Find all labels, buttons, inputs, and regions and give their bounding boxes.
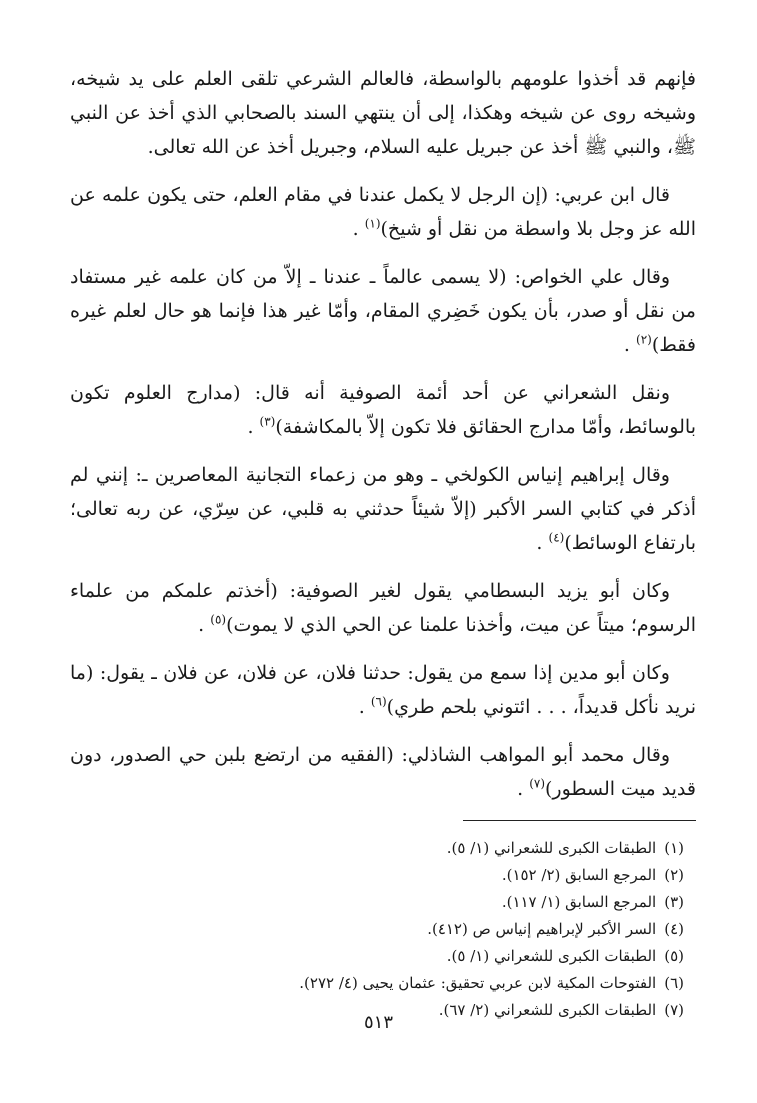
footnote-text: الفتوحات المكية لابن عربي تحقيق: عثمان يحيى (٤/ ٢٧٢). (299, 974, 657, 992)
footnote-ref[interactable]: (٣) (259, 414, 276, 429)
paragraph-7: وكان أبو مدين إذا سمع من يقول: حدثنا فلان، عن فلان، عن فلان ـ يقول: (ما نريد نأكل قديداً، . . . ائتوني بلحم طري)$^{(٦)}$ . (70, 662, 696, 718)
footnote-ref[interactable]: (٤) (548, 530, 565, 545)
paragraph-4: ونقل الشعراني عن أحد أئمة الصوفية أنه قال: (مدارج العلوم تكون بالوسائط، وأمّا مدارج الحقائق فلا تكون إلاّ بالمكاشفة)$^{(٣)}$ . (70, 382, 696, 438)
paragraph-text: فإنهم قد أخذوا علومهم بالواسطة، فالعالم الشرعي تلقى العلم على يد شيخه، وشيخه روى عن شيخه وهكذا، إلى أن ينتهي السند بالصحابي الذي أخذ عن النبي ﷺ، والنبي ﷺ أخذ عن جبريل عليه السلام، وجبريل أخذ عن الله تعالى. (70, 68, 696, 158)
footnote-number: (٧) (664, 1001, 684, 1019)
footnote-ref[interactable]: (٦) (370, 694, 387, 709)
paragraph-text: وكان أبو يزيد البسطامي يقول لغير الصوفية: (أخذتم علمكم من علماء الرسوم؛ ميتاً عن ميت، وأخذنا علمنا عن الحي الذي لا يموت) (70, 580, 696, 636)
footnote-item (70, 835, 684, 862)
footnote-ref[interactable]: (٥) (210, 612, 227, 627)
paragraph-1 (70, 62, 696, 164)
paragraph-6: وكان أبو يزيد البسطامي يقول لغير الصوفية: (أخذتم علمكم من علماء الرسوم؛ ميتاً عن ميت، وأخذنا علمنا عن الحي الذي لا يموت)$^{(٥)}$ . (70, 580, 696, 636)
footnote-text: السر الأكبر لإبراهيم إنياس ص (٤١٢). (427, 920, 657, 938)
footnote-divider (463, 820, 696, 821)
footnote-number: (٥) (664, 947, 684, 965)
paragraph-text: وقال إبراهيم إنياس الكولخي ـ وهو من زعماء التجانية المعاصرين ـ: إنني لم أذكر في كتابي السر الأكبر (إلاّ شيئاً حدثني به قلبي، عن سِرّي، عن ربه تعالى؛ بارتفاع الوسائط) (70, 464, 696, 554)
paragraph-3: وقال علي الخواص: (لا يسمى عالماً ـ عندنا ـ إلاّ من كان علمه غير مستفاد من نقل أو صدر، بأن يكون خَضِري المقام، وأمّا غير هذا فإنما هو حال لعلم غيره فقط)$^{(٢)}$ . (70, 266, 696, 356)
paragraph-2: قال ابن عربي: (إن الرجل لا يكمل عندنا في مقام العلم، حتى يكون علمه عن الله عز وجل بلا واسطة من نقل أو شيخ)$^{(١)}$ . (70, 184, 696, 240)
paragraph-text: ونقل الشعراني عن أحد أئمة الصوفية أنه قال: (مدارج العلوم تكون بالوسائط، وأمّا مدارج الحقائق فلا تكون إلاّ بالمكاشفة) (70, 382, 696, 438)
footnote-text: المرجع السابق (١/ ١١٧). (501, 893, 657, 911)
footnote-text: الطبقات الكبرى للشعراني (٢/ ٦٧). (438, 1001, 657, 1019)
footnote-item (70, 889, 684, 916)
page-number: ٥١٣ (363, 1012, 393, 1033)
footnote-ref[interactable]: (٧) (529, 776, 546, 791)
footnote-item (70, 916, 684, 943)
paragraph-text: وقال علي الخواص: (لا يسمى عالماً ـ عندنا ـ إلاّ من كان علمه غير مستفاد من نقل أو صدر، بأن يكون خَضِري المقام، وأمّا غير هذا فإنما هو حال لعلم غيره فقط) (70, 266, 696, 356)
paragraph-text: وكان أبو مدين إذا سمع من يقول: حدثنا فلان، عن فلان، عن فلان ـ يقول: (ما نريد نأكل قديداً، . . . ائتوني بلحم طري) (70, 662, 696, 718)
footnote-item (70, 943, 684, 970)
footnote-item (70, 970, 684, 997)
footnote-number: (٣) (664, 893, 684, 911)
paragraph-text: قال ابن عربي: (إن الرجل لا يكمل عندنا في مقام العلم، حتى يكون علمه عن الله عز وجل بلا واسطة من نقل أو شيخ) (70, 184, 696, 240)
footnote-text: الطبقات الكبرى للشعراني (١/ ٥). (446, 839, 657, 857)
footnote-number: (١) (664, 839, 684, 857)
footnote-text: الطبقات الكبرى للشعراني (١/ ٥). (446, 947, 657, 965)
page-body (70, 62, 696, 1024)
paragraph-5: وقال إبراهيم إنياس الكولخي ـ وهو من زعماء التجانية المعاصرين ـ: إنني لم أذكر في كتابي السر الأكبر (إلاّ شيئاً حدثني به قلبي، عن سِرّي، عن ربه تعالى؛ بارتفاع الوسائط)$^{(٤)}$ . (70, 464, 696, 554)
footnote-ref[interactable]: (١) (364, 216, 381, 231)
footnote-number: (٦) (664, 974, 684, 992)
paragraph-8: وقال محمد أبو المواهب الشاذلي: (الفقيه من ارتضع بلبن حي الصدور، دون قديد ميت السطور)$^{(٧)}$ . (70, 744, 696, 800)
paragraph-text: وقال محمد أبو المواهب الشاذلي: (الفقيه من ارتضع بلبن حي الصدور، دون قديد ميت السطور) (70, 744, 696, 800)
footnote-text: المرجع السابق (٢/ ١٥٢). (501, 866, 657, 884)
footnote-number: (٢) (664, 866, 684, 884)
footnote-ref[interactable]: (٢) (636, 332, 652, 347)
footnotes-list (70, 835, 696, 1024)
footnote-number: (٤) (664, 920, 684, 938)
footnote-item (70, 862, 684, 889)
